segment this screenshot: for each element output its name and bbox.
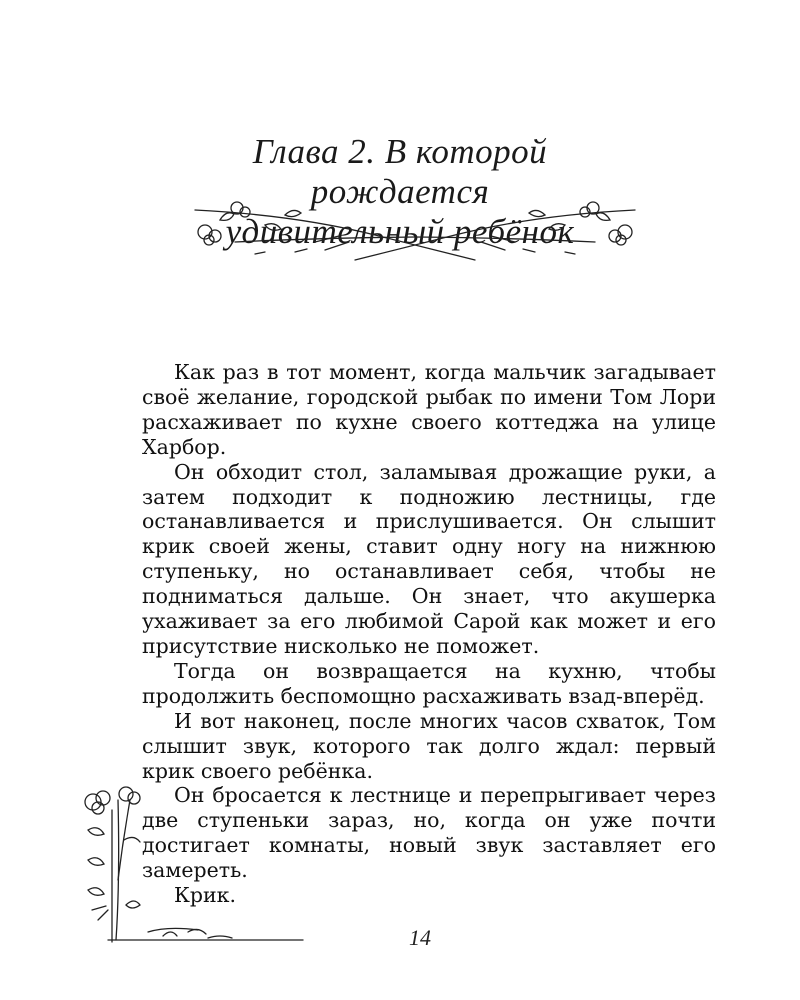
chapter-title-line-1: Глава 2. В которой рождается <box>252 132 548 211</box>
paragraph-3: Тогда он возвращается на кухню, чтобы продолжить беспомощно расхаживать взад-вперёд. <box>142 658 716 708</box>
floral-divider-icon <box>175 180 655 265</box>
chapter-title-line-2: удивительный ребёнок <box>225 212 575 251</box>
paragraph-2: Он обходит стол, заламывая дрожащие руки, а затем подходит к подножию лестницы, где останавливается и прислушивается. Он слышит крик своей жены, ставит одну ногу на нижнюю ступеньку, но останавливает себя, чтобы не подниматься дальше. Он знает, что акушерка ухаживает за его любимой Сарой как может и его присутствие нисколько не поможет. <box>142 459 716 658</box>
page-number: 14 <box>409 925 431 950</box>
paragraph-5: Он бросается к лестнице и перепрыгивает через две ступеньки зараз, но, когда он уже почти достигает комнаты, новый звук заставляет его замереть. <box>142 783 716 883</box>
paragraph-6: Крик. <box>174 883 236 908</box>
paragraph-1: Как раз в тот момент, когда мальчик загадывает своё желание, городской рыбак по имени Том Лори расхаживает по кухне своего коттеджа на улице Харбор. <box>142 360 716 459</box>
paragraph-4: И вот наконец, после многих часов схваток, Том слышит звук, которого так долго ждал: первый крик своего ребёнка. <box>142 708 716 783</box>
floral-corner-icon <box>68 780 308 950</box>
